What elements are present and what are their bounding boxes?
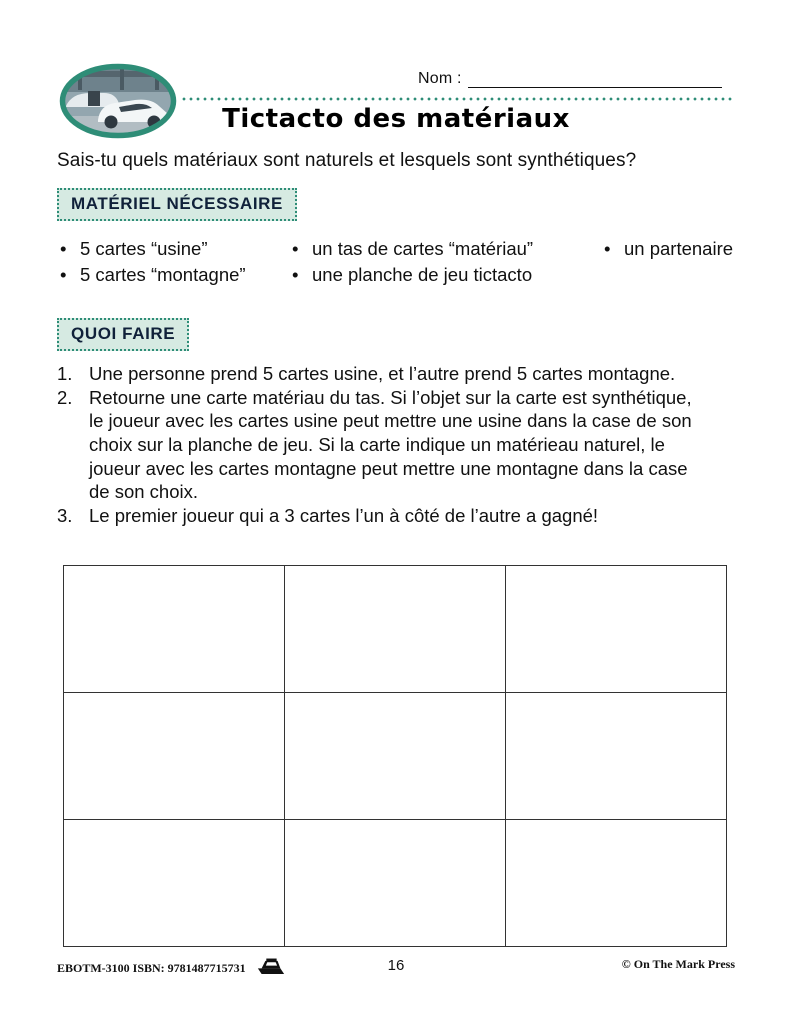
materials-list bbox=[60, 236, 750, 288]
list-item bbox=[292, 262, 604, 288]
board-cell bbox=[506, 693, 727, 820]
footer-isbn bbox=[57, 957, 286, 980]
materials-item-text: un partenaire bbox=[624, 238, 734, 259]
materials-item-text: une planche de jeu tictacto bbox=[312, 264, 533, 285]
board-cell bbox=[285, 693, 506, 820]
materials-heading: MATÉRIEL NÉCESSAIRE bbox=[57, 188, 297, 221]
materials-item-text: un tas de cartes “matériau” bbox=[312, 238, 534, 259]
list-item bbox=[604, 236, 750, 262]
tictacto-board bbox=[63, 565, 727, 947]
instructions-heading: QUOI FAIRE bbox=[57, 318, 189, 351]
printer-icon bbox=[256, 957, 286, 980]
list-item bbox=[292, 236, 604, 262]
step-text: Une personne prend 5 cartes usine, et l’autre prend 5 cartes montagne. bbox=[89, 363, 676, 384]
materials-item-text: 5 cartes “montagne” bbox=[80, 264, 246, 285]
board-cell bbox=[285, 820, 506, 947]
board-row bbox=[64, 566, 727, 693]
board-cell bbox=[506, 566, 727, 693]
board-cell bbox=[64, 566, 285, 693]
instruction-step bbox=[57, 386, 705, 504]
board-cell bbox=[506, 820, 727, 947]
materials-column-3 bbox=[604, 236, 750, 288]
dotted-divider bbox=[182, 97, 734, 101]
step-number: 2. bbox=[57, 386, 73, 408]
step-text: Le premier joueur qui a 3 cartes l’un à côté de l’autre a gagné! bbox=[89, 505, 599, 527]
instruction-step bbox=[57, 504, 705, 528]
footer-copyright: © On The Mark Press bbox=[621, 957, 735, 971]
name-blank-line bbox=[468, 70, 722, 88]
name-label: Nom : bbox=[418, 70, 462, 87]
intro-question: Sais-tu quels matériaux sont naturels et lesquels sont synthétiques? bbox=[57, 150, 637, 171]
list-item bbox=[60, 236, 292, 262]
materials-column-2 bbox=[292, 236, 604, 288]
board-cell bbox=[285, 566, 506, 693]
list-item bbox=[60, 262, 292, 288]
board-row bbox=[64, 693, 727, 820]
bullet-icon: • bbox=[60, 264, 67, 285]
isbn-text: EBOTM-3100 ISBN: 9781487715731 bbox=[57, 961, 246, 975]
board-cell bbox=[64, 820, 285, 947]
page-number: 16 bbox=[387, 957, 405, 974]
step-number: 1. bbox=[57, 363, 73, 384]
bullet-icon: • bbox=[292, 238, 299, 259]
page-title: Tictacto des matériaux bbox=[222, 104, 570, 134]
board-cell bbox=[64, 693, 285, 820]
bullet-icon: • bbox=[60, 238, 67, 259]
bullet-icon: • bbox=[292, 264, 299, 285]
materials-column-1 bbox=[60, 236, 292, 288]
bullet-icon: • bbox=[604, 238, 611, 259]
name-row bbox=[418, 70, 722, 88]
step-number: 3. bbox=[57, 505, 73, 527]
page-footer bbox=[57, 953, 735, 979]
step-text: Retourne une carte matériau du tas. Si l’objet sur la carte est synthétique, le joueur avec les cartes usine peut mettre une usine dans la case de son choix sur la planche de jeu. Si la carte indique un matérieau naturel, le joueur avec les cartes montagne peut mettre une montagne dans la case de son choix. bbox=[89, 386, 692, 503]
instruction-step bbox=[57, 362, 705, 386]
instructions-list bbox=[57, 362, 705, 528]
board-row bbox=[64, 820, 727, 947]
materials-item-text: 5 cartes “usine” bbox=[80, 238, 208, 259]
